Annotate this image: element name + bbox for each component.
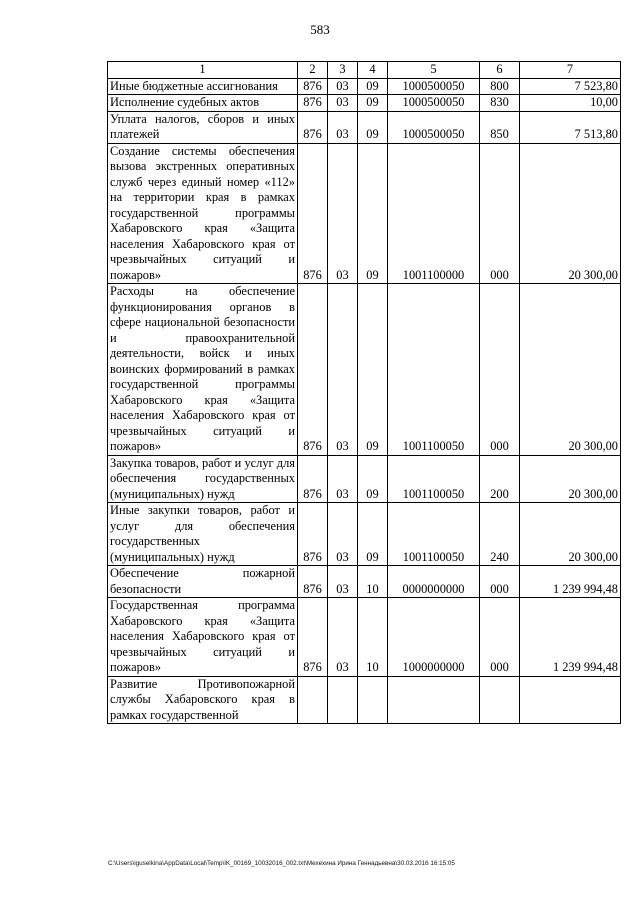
col-target-article: 1000000000 xyxy=(388,598,480,677)
col-section: 03 xyxy=(328,503,358,566)
col-expense-type: 830 xyxy=(480,95,520,112)
table-row xyxy=(108,598,621,677)
row-name: Исполнение судебных актов xyxy=(108,95,298,112)
col-amount: 20 300,00 xyxy=(520,284,621,456)
table-row xyxy=(108,566,621,598)
row-name: Расходы на обеспечение функционирования органов в сфере национальной безопасности и правоохранительной деятельности, войск и иных воинских формирований в рамках государственной программы Хабаровского края «Защита населения Хабаровского края от чрезвычайных ситуаций и пожаров» xyxy=(108,284,298,456)
table-row xyxy=(108,503,621,566)
table-row xyxy=(108,78,621,95)
col-subsection: 09 xyxy=(358,111,388,143)
col-subsection: 09 xyxy=(358,503,388,566)
row-name: Обеспечение пожарной безопасности xyxy=(108,566,298,598)
col-expense-type xyxy=(480,676,520,724)
col-ministry: 876 xyxy=(298,566,328,598)
col-ministry: 876 xyxy=(298,143,328,284)
col-header: 1 xyxy=(108,62,298,79)
col-amount: 10,00 xyxy=(520,95,621,112)
table-row xyxy=(108,143,621,284)
col-ministry: 876 xyxy=(298,95,328,112)
row-name: Иные бюджетные ассигнования xyxy=(108,78,298,95)
row-name: Иные закупки товаров, работ и услуг для обеспечения государственных (муниципальных) нужд xyxy=(108,503,298,566)
col-subsection: 09 xyxy=(358,284,388,456)
col-header: 5 xyxy=(388,62,480,79)
row-name: Создание системы обеспечения вызова экстренных оперативных служб через единый номер «112» на территории края в рамках государственной программы Хабаровского края «Защита населения Хабаровского края от чрезвычайных ситуаций и пожаров» xyxy=(108,143,298,284)
page-number: 583 xyxy=(310,22,330,37)
col-section: 03 xyxy=(328,455,358,503)
col-amount: 20 300,00 xyxy=(520,455,621,503)
col-target-article: 1001100000 xyxy=(388,143,480,284)
col-subsection: 09 xyxy=(358,143,388,284)
col-amount: 7 523,80 xyxy=(520,78,621,95)
col-target-article: 0000000000 xyxy=(388,566,480,598)
col-target-article: 1001100050 xyxy=(388,455,480,503)
col-section: 03 xyxy=(328,284,358,456)
col-header: 6 xyxy=(480,62,520,79)
table-row xyxy=(108,676,621,724)
col-header: 7 xyxy=(520,62,621,79)
col-subsection: 09 xyxy=(358,78,388,95)
col-section: 03 xyxy=(328,598,358,677)
col-amount xyxy=(520,676,621,724)
col-expense-type: 000 xyxy=(480,143,520,284)
col-target-article: 1001100050 xyxy=(388,503,480,566)
header-row xyxy=(108,62,621,79)
col-expense-type: 850 xyxy=(480,111,520,143)
col-section xyxy=(328,676,358,724)
col-section: 03 xyxy=(328,566,358,598)
col-section: 03 xyxy=(328,78,358,95)
table-row xyxy=(108,455,621,503)
col-amount: 20 300,00 xyxy=(520,143,621,284)
col-ministry: 876 xyxy=(298,503,328,566)
col-ministry xyxy=(298,676,328,724)
col-expense-type: 240 xyxy=(480,503,520,566)
col-amount: 7 513,80 xyxy=(520,111,621,143)
col-amount: 20 300,00 xyxy=(520,503,621,566)
col-header: 3 xyxy=(328,62,358,79)
col-ministry: 876 xyxy=(298,78,328,95)
col-target-article: 1001100050 xyxy=(388,284,480,456)
document-footer-path: C:\Users\iguselkina\AppData\Local\Temp\IK_00169_10032016_002.txt\Мехехина Ирина Геннадьевна\30.03.2016 16:15:05 xyxy=(108,860,455,867)
col-ministry: 876 xyxy=(298,455,328,503)
col-amount: 1 239 994,48 xyxy=(520,566,621,598)
budget-table xyxy=(107,61,621,724)
col-expense-type: 800 xyxy=(480,78,520,95)
col-section: 03 xyxy=(328,111,358,143)
col-target-article xyxy=(388,676,480,724)
col-subsection xyxy=(358,676,388,724)
table-row xyxy=(108,111,621,143)
col-ministry: 876 xyxy=(298,284,328,456)
col-section: 03 xyxy=(328,95,358,112)
table-row xyxy=(108,95,621,112)
col-header: 2 xyxy=(298,62,328,79)
row-name: Государственная программа Хабаровского края «Защита населения Хабаровского края от чрезвычайных ситуаций и пожаров» xyxy=(108,598,298,677)
col-amount: 1 239 994,48 xyxy=(520,598,621,677)
col-subsection: 09 xyxy=(358,95,388,112)
col-subsection: 09 xyxy=(358,455,388,503)
col-target-article: 1000500050 xyxy=(388,95,480,112)
row-name: Закупка товаров, работ и услуг для обеспечения государственных (муниципальных) нужд xyxy=(108,455,298,503)
col-expense-type: 000 xyxy=(480,566,520,598)
col-target-article: 1000500050 xyxy=(388,111,480,143)
col-ministry: 876 xyxy=(298,111,328,143)
col-expense-type: 000 xyxy=(480,598,520,677)
row-name: Уплата налогов, сборов и иных платежей xyxy=(108,111,298,143)
col-section: 03 xyxy=(328,143,358,284)
col-expense-type: 000 xyxy=(480,284,520,456)
col-header: 4 xyxy=(358,62,388,79)
row-name: Развитие Противопожарной службы Хабаровского края в рамках государственной xyxy=(108,676,298,724)
col-subsection: 10 xyxy=(358,598,388,677)
col-ministry: 876 xyxy=(298,598,328,677)
col-subsection: 10 xyxy=(358,566,388,598)
col-expense-type: 200 xyxy=(480,455,520,503)
col-target-article: 1000500050 xyxy=(388,78,480,95)
table-row xyxy=(108,284,621,456)
